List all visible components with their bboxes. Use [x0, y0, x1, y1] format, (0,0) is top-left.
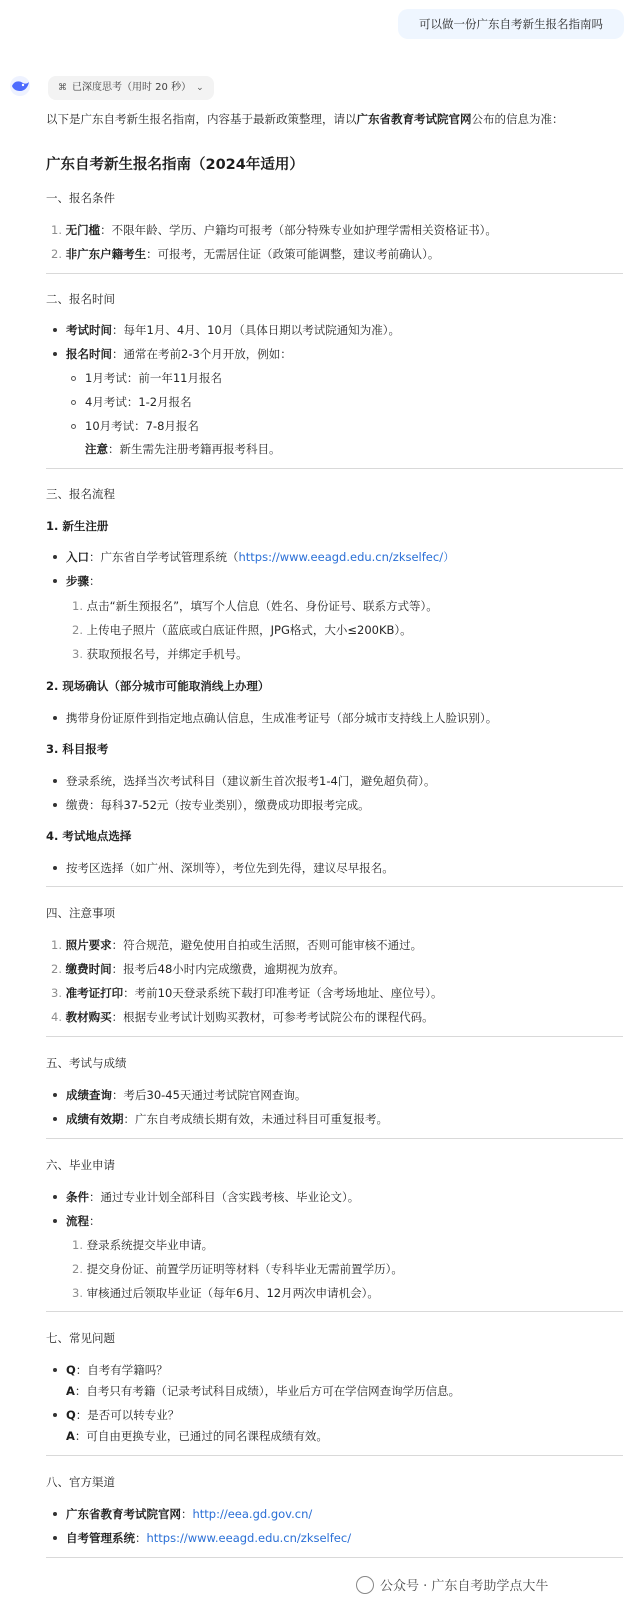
divider [46, 468, 623, 469]
subsection-title: 2. 现场确认（部分城市可能取消线上办理） [46, 679, 270, 693]
list-item: 考试时间：每年1月、4月、10月（具体日期以考试院通知为准）。 [66, 323, 401, 337]
divider [46, 1455, 623, 1456]
list-item: 按考区选择（如广州、深圳等），考位先到先得，建议尽早报名。 [66, 861, 394, 875]
deep-thinking-toggle[interactable] [48, 76, 214, 100]
divider [46, 1138, 623, 1139]
bullet [53, 328, 57, 332]
bullet [53, 1117, 57, 1121]
bullet [53, 1195, 57, 1199]
list-item: 2. 上传电子照片（蓝底或白底证件照，JPG格式，大小≤200KB）。 [72, 623, 412, 637]
subsection-title: 3. 科目报考 [46, 742, 109, 756]
divider [46, 273, 623, 274]
bullet [53, 716, 57, 720]
thinking-icon: ⌘ [58, 83, 67, 93]
section-title: 四、注意事项 [46, 906, 115, 920]
bullet [53, 1413, 57, 1417]
watermark: 公众号 · 广东自考助学点大牛 [352, 1573, 552, 1596]
list-item: 1. 无门槛：不限年龄、学历、户籍均可报考（部分特殊专业如护理学需相关资格证书）。 [51, 223, 497, 237]
divider [46, 1036, 623, 1037]
bullet [53, 1536, 57, 1540]
section-title: 六、毕业申请 [46, 1158, 115, 1172]
list-item: 2. 缴费时间：报考后48小时内完成缴费，逾期视为放弃。 [51, 962, 345, 976]
list-item: 广东省教育考试院官网：http://eea.gd.gov.cn/ [66, 1507, 313, 1521]
note: 注意：新生需先注册考籍再报考科目。 [85, 442, 281, 456]
self-exam-system-link[interactable]: https://www.eeagd.edu.cn/zkselfec/ [146, 1531, 352, 1545]
list-item: 10月考试：7-8月报名 [85, 419, 199, 433]
list-item: 条件：通过专业计划全部科目（含实践考核、毕业论文）。 [66, 1190, 360, 1204]
list-item: 缴费：每科37-52元（按专业类别），缴费成功即报考完成。 [66, 798, 370, 812]
registration-link[interactable]: https://www.eeagd.edu.cn/zkselfec/ [238, 550, 444, 564]
bullet [53, 352, 57, 356]
section-title: 七、常见问题 [46, 1331, 115, 1345]
official-site-link[interactable]: http://eea.gd.gov.cn/ [192, 1507, 313, 1521]
list-item: 4月考试：1-2月报名 [85, 395, 192, 409]
bullet [53, 803, 57, 807]
list-item: 成绩有效期：广东自考成绩长期有效，未通过科目可重复报考。 [66, 1112, 388, 1126]
user-message-bubble: 可以做一份广东自考新生报名指南吗 [398, 9, 624, 39]
list-item: 1. 照片要求：符合规范，避免使用自拍或生活照，否则可能审核不通过。 [51, 938, 423, 952]
list-item: 3. 审核通过后领取毕业证（每年6月、12月两次申请机会）。 [72, 1286, 379, 1300]
bullet [71, 400, 76, 405]
list-item: 3. 获取预报名号，并绑定手机号。 [72, 647, 248, 661]
divider [46, 1557, 623, 1558]
intro-text: 以下是广东自考新生报名指南，内容基于最新政策整理，请以广东省教育考试院官网公布的信息为准： [46, 112, 564, 126]
list-item: 步骤： [66, 574, 101, 588]
thinking-label: 已深度思考（用时 20 秒） [72, 82, 192, 93]
chevron-down-icon: ⌄ [196, 83, 204, 93]
list-item: 入口：广东省自学考试管理系统（https://www.eeagd.edu.cn/zkselfec/） [66, 550, 455, 564]
faq-answer: A：自考只有考籍（记录考试科目成绩），毕业后方可在学信网查询学历信息。 [66, 1384, 461, 1398]
list-item: 4. 教材购买：根据专业考试计划购买教材，可参考考试院公布的课程代码。 [51, 1010, 434, 1024]
bullet [71, 376, 76, 381]
list-item: 2. 提交身份证、前置学历证明等材料（专科毕业无需前置学历）。 [72, 1262, 403, 1276]
faq-question: Q：是否可以转专业？ [66, 1408, 180, 1422]
list-item: 自考管理系统：https://www.eeagd.edu.cn/zkselfec/ [66, 1531, 352, 1545]
list-item: 1. 点击“新生预报名”，填写个人信息（姓名、身份证号、联系方式等）。 [72, 599, 438, 613]
bullet [71, 424, 76, 429]
faq-answer: A：可自由更换专业，已通过的同名课程成绩有效。 [66, 1429, 328, 1443]
bullet [53, 1093, 57, 1097]
bullet [53, 1512, 57, 1516]
section-title: 五、考试与成绩 [46, 1056, 127, 1070]
section-title: 二、报名时间 [46, 292, 115, 306]
subsection-title: 1. 新生注册 [46, 519, 109, 533]
bullet [53, 579, 57, 583]
wechat-icon [356, 1576, 374, 1594]
divider [46, 1311, 623, 1312]
assistant-logo-icon [9, 75, 31, 97]
list-item: 3. 准考证打印：考前10天登录系统下载打印准考证（含考场地址、座位号）。 [51, 986, 443, 1000]
bullet [53, 555, 57, 559]
list-item: 1月考试：前一年11月报名 [85, 371, 222, 385]
subsection-title: 4. 考试地点选择 [46, 829, 132, 843]
list-item: 流程： [66, 1214, 101, 1228]
list-item: 携带身份证原件到指定地点确认信息，生成准考证号（部分城市支持线上人脸识别）。 [66, 711, 498, 725]
bullet [53, 1368, 57, 1372]
section-title: 八、官方渠道 [46, 1475, 115, 1489]
list-item: 登录系统，选择当次考试科目（建议新生首次报考1-4门，避免超负荷）。 [66, 774, 436, 788]
document-title: 广东自考新生报名指南（2024年适用） [46, 157, 304, 173]
list-item: 2. 非广东户籍考生：可报考，无需居住证（政策可能调整，建议考前确认）。 [51, 247, 440, 261]
list-item: 成绩查询：考后30-45天通过考试院官网查询。 [66, 1088, 307, 1102]
section-title: 三、报名流程 [46, 487, 115, 501]
bullet [53, 779, 57, 783]
section-title: 一、报名条件 [46, 191, 115, 205]
divider [46, 886, 623, 887]
faq-question: Q：自考有学籍吗？ [66, 1363, 168, 1377]
bullet [53, 866, 57, 870]
list-item: 报名时间：通常在考前2-3个月开放，例如： [66, 347, 292, 361]
list-item: 1. 登录系统提交毕业申请。 [72, 1238, 214, 1252]
bullet [53, 1219, 57, 1223]
